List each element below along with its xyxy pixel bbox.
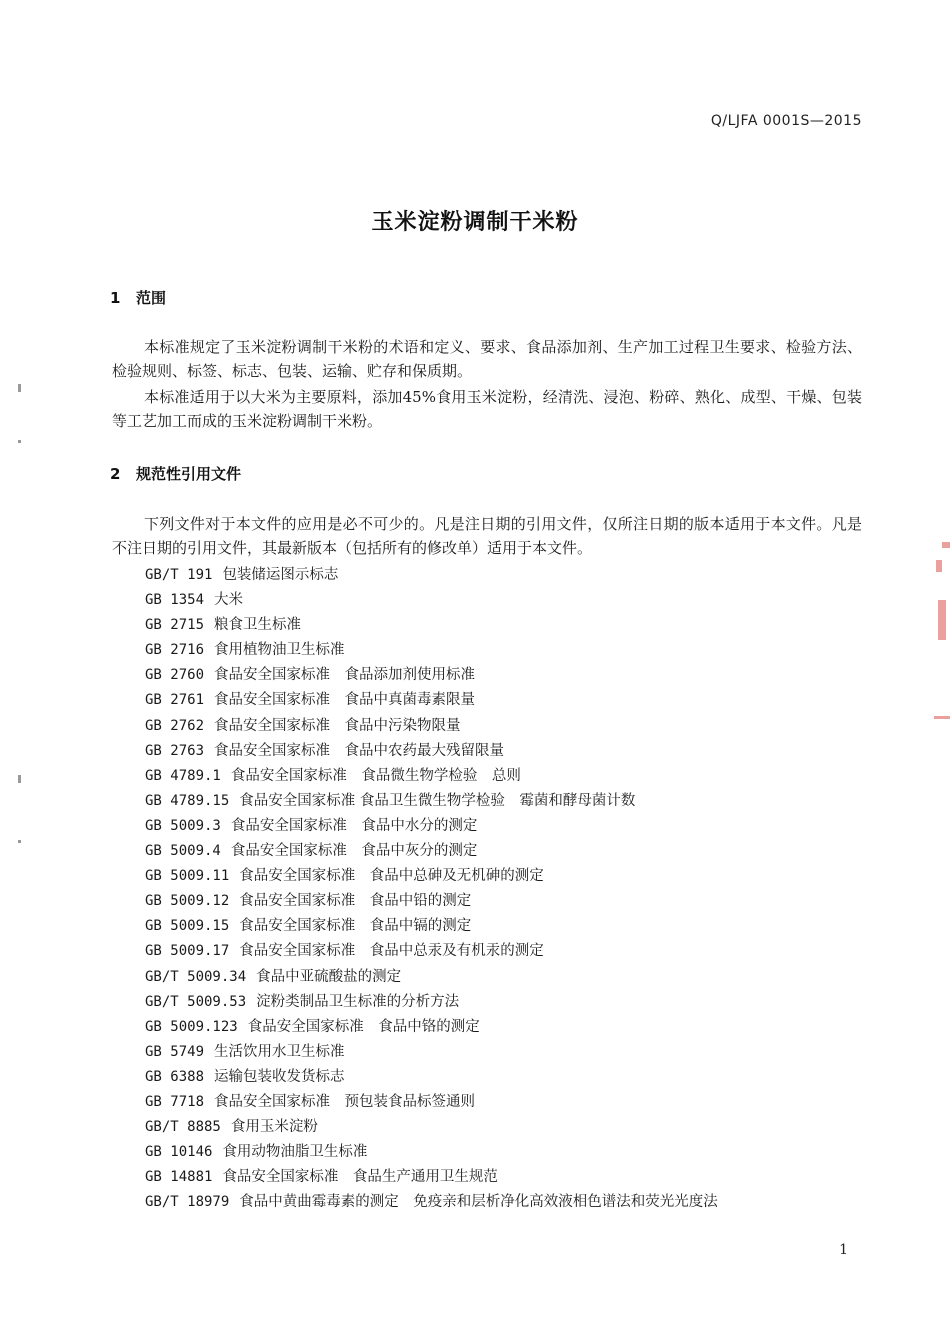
section-1-paragraph-2: 本标准适用于以大米为主要原料，添加45%食用玉米淀粉，经清洗、浸泡、粉碎、熟化、成型、干燥、包装等工艺加工而成的玉米淀粉调制干米粉。 [112, 388, 862, 430]
reference-item [145, 990, 718, 1015]
reference-title: 运输包装收发货标志 [214, 1068, 345, 1085]
reference-code: GB/T 8885 [145, 1119, 221, 1136]
reference-title: 粮食卫生标准 [214, 617, 302, 634]
scan-speck [18, 440, 21, 443]
reference-code: GB 5009.3 [145, 817, 221, 834]
reference-code: GB 5749 [145, 1043, 205, 1060]
reference-item [145, 789, 718, 814]
reference-item [145, 814, 718, 839]
reference-code: GB/T 191 [145, 567, 213, 583]
reference-title: 食用动物油脂卫生标准 [222, 1144, 368, 1161]
reference-item [145, 588, 718, 613]
document-title: 玉米淀粉调制干米粉 [371, 210, 579, 235]
edge-stain-mark [932, 540, 950, 720]
reference-code: GB 5009.4 [145, 843, 221, 860]
reference-title: 食品安全国家标准 食品中总砷及无机砷的测定 [239, 868, 544, 885]
reference-title: 食品安全国家标准 食品中污染物限量 [214, 717, 461, 734]
reference-code: GB/T 5009.53 [145, 993, 247, 1010]
reference-title: 食品安全国家标准 食品卫生微生物学检验 霉菌和酵母菌计数 [239, 792, 636, 809]
reference-title: 生活饮用水卫生标准 [214, 1043, 345, 1060]
reference-item [145, 1065, 718, 1090]
reference-item [145, 965, 718, 990]
scan-speck [18, 384, 21, 392]
section-title: 规范性引用文件 [136, 465, 242, 483]
reference-title: 淀粉类制品卫生标准的分析方法 [256, 993, 460, 1010]
reference-item [145, 939, 718, 964]
reference-title: 食品安全国家标准 预包装食品标签通则 [214, 1093, 476, 1110]
reference-item [145, 613, 718, 638]
reference-code: GB 2763 [145, 742, 205, 759]
reference-title: 食品安全国家标准 食品生产通用卫生规范 [222, 1169, 498, 1186]
reference-title: 食品安全国家标准 食品中真菌毒素限量 [214, 692, 476, 709]
reference-code: GB 2761 [145, 692, 205, 709]
section-title: 范围 [136, 289, 167, 307]
reference-code: GB 5009.123 [145, 1018, 238, 1035]
section-number: 1 [110, 289, 121, 307]
reference-item [145, 563, 718, 588]
scan-speck [18, 775, 21, 783]
reference-item [145, 1115, 718, 1140]
reference-item [145, 1190, 718, 1215]
reference-title: 食品安全国家标准 食品中铅的测定 [239, 893, 472, 910]
reference-code: GB 7718 [145, 1093, 205, 1110]
reference-item [145, 714, 718, 739]
reference-item [145, 663, 718, 688]
reference-item [145, 1165, 718, 1190]
reference-code: GB 4789.15 [145, 792, 230, 809]
reference-item [145, 1090, 718, 1115]
reference-title: 食品安全国家标准 食品中镉的测定 [239, 918, 472, 935]
reference-item [145, 1015, 718, 1040]
reference-code: GB 4789.1 [145, 767, 221, 784]
reference-item [145, 764, 718, 789]
reference-title: 食品安全国家标准 食品中灰分的测定 [230, 843, 478, 860]
section-2-heading [110, 463, 241, 484]
document-code: Q/LJFA 0001S—2015 [710, 113, 862, 129]
reference-item [145, 739, 718, 764]
reference-item [145, 864, 718, 889]
section-1-heading [110, 287, 166, 308]
section-1-paragraph-1: 本标准规定了玉米淀粉调制干米粉的术语和定义、要求、食品添加剂、生产加工过程卫生要求、检验方法、检验规则、标签、标志、包装、运输、贮存和保质期。 [112, 338, 862, 380]
section-number: 2 [110, 465, 121, 483]
reference-title: 食品安全国家标准 食品中总汞及有机汞的测定 [239, 943, 544, 960]
reference-code: GB 5009.11 [145, 868, 230, 885]
reference-title: 食品安全国家标准 食品中农药最大残留限量 [214, 742, 505, 759]
reference-code: GB 2760 [145, 667, 205, 684]
reference-title: 食用植物油卫生标准 [214, 642, 345, 659]
reference-code: GB 2762 [145, 717, 205, 734]
reference-title: 包装储运图示标志 [222, 567, 339, 583]
reference-code: GB 5009.15 [145, 918, 230, 935]
reference-item [145, 1140, 718, 1165]
reference-title: 食品安全国家标准 食品中水分的测定 [230, 817, 478, 834]
reference-code: GB 2715 [145, 617, 205, 634]
reference-title: 食用玉米淀粉 [230, 1119, 318, 1136]
reference-code: GB 14881 [145, 1169, 213, 1186]
scan-speck [18, 840, 21, 843]
reference-title: 大米 [214, 592, 244, 609]
reference-title: 食品中黄曲霉毒素的测定 免疫亲和层析净化高效液相色谱法和荧光光度法 [239, 1194, 718, 1211]
reference-item [145, 889, 718, 914]
reference-code: GB/T 18979 [145, 1194, 230, 1211]
reference-code: GB 6388 [145, 1068, 205, 1085]
page-number: 1 [839, 1242, 848, 1258]
reference-code: GB/T 5009.34 [145, 968, 247, 985]
reference-code: GB 1354 [145, 592, 205, 609]
reference-code: GB 10146 [145, 1144, 213, 1161]
reference-item [145, 839, 718, 864]
reference-title: 食品中亚硫酸盐的测定 [256, 968, 402, 985]
reference-list [145, 563, 718, 1215]
section-2-paragraph-1: 下列文件对于本文件的应用是必不可少的。凡是注日期的引用文件，仅所注日期的版本适用于本文件。凡是不注日期的引用文件，其最新版本（包括所有的修改单）适用于本文件。 [112, 515, 862, 557]
reference-title: 食品安全国家标准 食品中铬的测定 [247, 1018, 480, 1035]
reference-code: GB 5009.12 [145, 893, 230, 910]
reference-item [145, 688, 718, 713]
reference-code: GB 2716 [145, 642, 205, 659]
reference-item [145, 1040, 718, 1065]
reference-title: 食品安全国家标准 食品添加剂使用标准 [214, 667, 476, 684]
reference-item [145, 638, 718, 663]
reference-code: GB 5009.17 [145, 943, 230, 960]
reference-title: 食品安全国家标准 食品微生物学检验 总则 [230, 767, 521, 784]
reference-item [145, 914, 718, 939]
